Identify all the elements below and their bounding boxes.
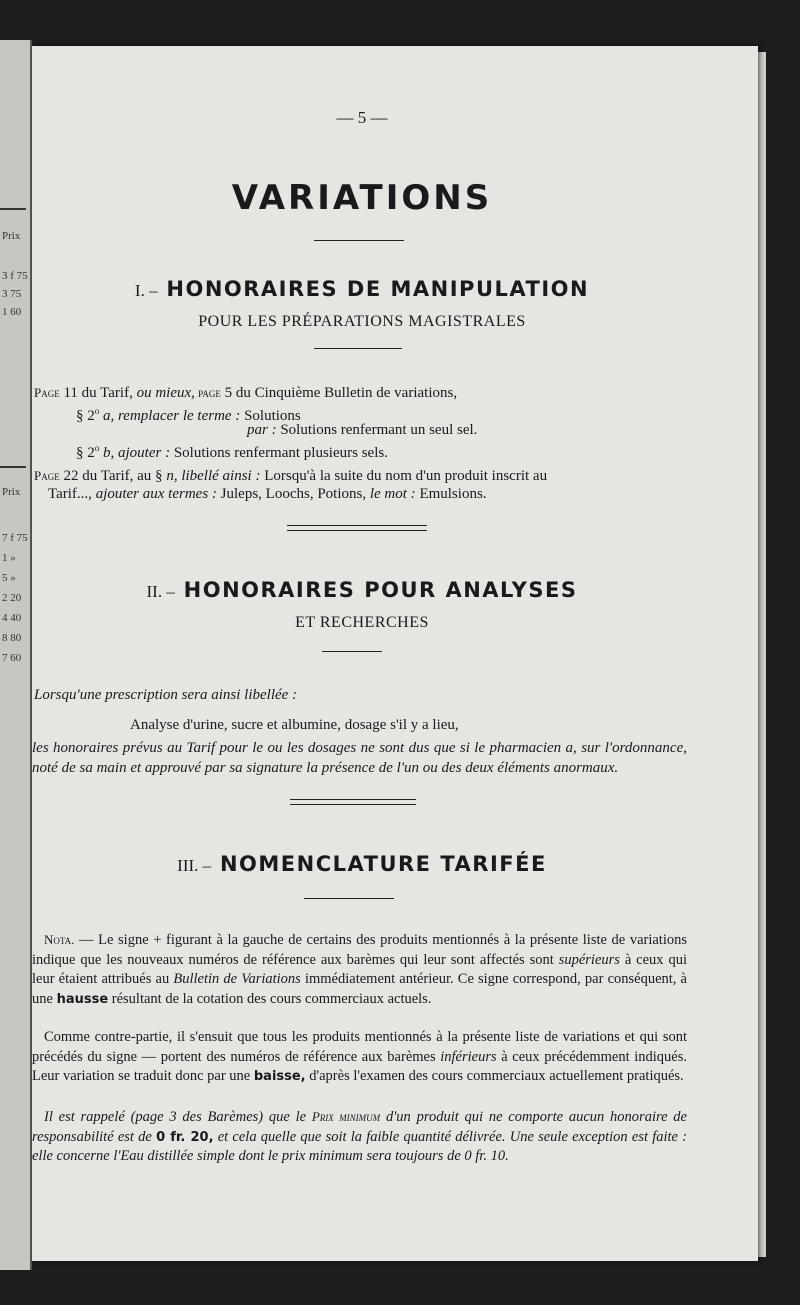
- section1-line: § 2$^o$ b, ajouter : Solutions renfermant plusieurs sels.: [76, 443, 388, 461]
- section1-line: Page 11 du Tarif, ou mieux, page 5 du Cinquième Bulletin de variations,: [34, 385, 458, 401]
- margin-price: 4 40: [2, 612, 22, 624]
- section1-line: Tarif..., ajouter aux termes : Juleps, Loochs, Potions, le mot : Emulsions.: [48, 486, 487, 502]
- margin-price: 3 f 75: [2, 270, 28, 282]
- section1-heading: [32, 277, 692, 301]
- section3-number: III. –: [177, 856, 212, 875]
- section2-quote: Analyse d'urine, sucre et albumine, dosage s'il y a lieu,: [130, 717, 459, 733]
- double-divider: [287, 525, 427, 531]
- margin-rule: [0, 466, 26, 468]
- divider: [314, 240, 404, 241]
- prix-minimum-paragraph: Il est rappelé (page 3 des Barèmes) que le Prix minimum d'un produit qui ne comporte aucun honoraire de responsabilité est de 0 fr. 20, et cela quelle que soit la faible quantité délivrée. Une seule exception est faite : elle concerne l'Eau distillée simple dont le prix minimum sera toujours de 0 fr. 10.: [32, 1109, 688, 1164]
- section2-number: II. –: [146, 582, 175, 601]
- section2-heading: [32, 578, 692, 602]
- margin-price: 3 75: [2, 288, 22, 300]
- margin-price: 7 60: [2, 652, 22, 664]
- section1-number: I. –: [134, 281, 158, 300]
- section2-title: HONORAIRES POUR ANALYSES: [183, 578, 578, 602]
- contrepartie-paragraph: Comme contre-partie, il s'ensuit que tous les produits mentionnés à la présente liste de variations et qui sont précédés du signe — portent des numéros de référence aux barèmes inférieurs à ceux précédemment indiqués. Leur variation se traduit donc par une baisse, d'après l'examen des cours commerciaux actuellement pratiqués.: [32, 1029, 687, 1084]
- section1-line: Page 22 du Tarif, au § n, libellé ainsi : Lorsqu'à la suite du nom d'un produit inscrit au: [34, 468, 548, 484]
- margin-price: 1 60: [2, 306, 22, 318]
- divider: [314, 348, 402, 349]
- margin-rule: [0, 208, 26, 210]
- divider: [322, 651, 382, 652]
- section1-line: par : Solutions renfermant un seul sel.: [247, 422, 478, 438]
- margin-label: Prix: [2, 230, 21, 242]
- section1-line: § 2$^o$ a, remplacer le terme : Solutions: [76, 406, 301, 424]
- page-number: — 5 —: [336, 108, 388, 127]
- margin-price: 2 20: [2, 592, 22, 604]
- page-edge: [758, 52, 766, 1257]
- margin-price: 5 »: [2, 572, 16, 584]
- margin-price: 7 f 75: [2, 532, 28, 544]
- margin-price: 8 80: [2, 632, 22, 644]
- margin-price: 1 »: [2, 552, 16, 564]
- document-page: [32, 46, 758, 1261]
- section3-title: NOMENCLATURE TARIFÉE: [219, 852, 547, 876]
- margin-label: Prix: [2, 486, 21, 498]
- divider: [304, 898, 394, 899]
- double-divider: [290, 799, 416, 805]
- nota-paragraph: Nota. — Le signe + figurant à la gauche de certains des produits mentionnés à la présente liste de variations indique que les nouveaux numéros de référence aux barèmes qui leur sont affectés sont supérieurs à ceux qui leur étaient attribués au Bulletin de Variations immédiatement antérieur. Ce signe correspond, par conséquent, à une hausse résultant de la cotation des cours commerciaux actuels.: [32, 932, 687, 1007]
- left-facing-page: [0, 40, 32, 1270]
- section2-subheading: ET RECHERCHES: [295, 614, 429, 631]
- section3-heading: [32, 852, 692, 876]
- page-title: VARIATIONS: [231, 178, 493, 218]
- section1-subheading: POUR LES PRÉPARATIONS MAGISTRALES: [198, 313, 526, 330]
- section2-intro: Lorsqu'une prescription sera ainsi libellée :: [34, 687, 298, 703]
- section2-body: les honoraires prévus au Tarif pour le ou les dosages ne sont dus que si le pharmacien a, sur l'ordonnance, noté de sa main et approuvé par sa signature la présence de l'un ou des deux éléments anormaux.: [32, 740, 687, 776]
- section1-title: HONORAIRES DE MANIPULATION: [166, 277, 590, 301]
